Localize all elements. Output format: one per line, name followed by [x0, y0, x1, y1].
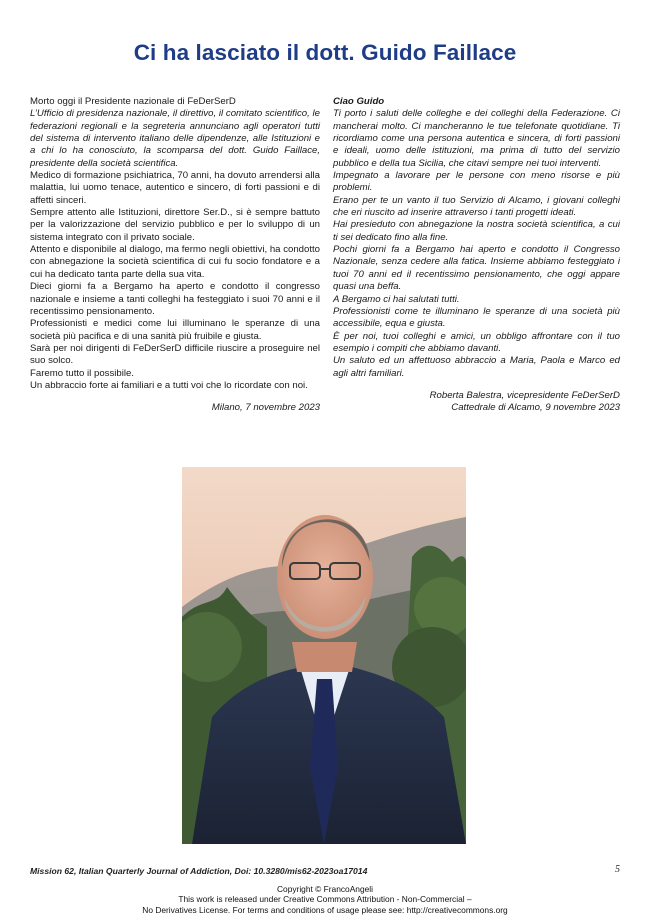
- body-paragraph: Dieci giorni fa a Bergamo ha aperto e condotto il congresso nazionale e insieme a tanti colleghi ha festeggiato i suoi 70 anni e il recentissimo pensionamento.: [30, 281, 320, 317]
- body-paragraph: Professionisti e medici come lui illuminano le speranze di una società più pacifica e di una sanità più fruibile e giusta.: [30, 318, 320, 342]
- body-paragraph: Faremo tutto il possibile.: [30, 367, 134, 379]
- letter-paragraph: È per noi, tuoi colleghi e amici, un obbligo affrontare con il tuo esempio i compiti che abbiamo davanti.: [333, 330, 620, 354]
- copyright-line: Copyright © FrancoAngeli: [276, 884, 373, 894]
- page-number: 5: [615, 864, 620, 875]
- body-paragraph: Un abbraccio forte ai familiari e a tutti voi che lo ricordate con noi.: [30, 379, 308, 391]
- body-paragraph: Attento e disponibile al dialogo, ma fermo negli obiettivi, ha condotto con abnegazione la società scientifica di cui fu socio fondatore e a cui ha dedicato tanta parte della sua vita.: [30, 244, 320, 280]
- body-paragraph: Sarà per noi dirigenti di FeDerSerD difficile riuscire a proseguire nel suo solco.: [30, 342, 320, 367]
- letter-paragraph: Un saluto ed un affettuoso abbraccio a Maria, Paola e Marco ed agli altri familiari.: [333, 355, 620, 379]
- left-signature: Milano, 7 novembre 2023: [211, 402, 320, 414]
- right-signature-name: Roberta Balestra, vicepresidente FeDerSerD: [429, 389, 620, 401]
- greeting: Ciao Guido: [333, 96, 385, 107]
- license-notice: [0, 884, 650, 915]
- right-signature-place: Cattedrale di Alcamo, 9 novembre 2023: [451, 402, 620, 414]
- body-paragraph: Medico di formazione psichiatrica, 70 anni, ha dovuto arrendersi alla malattia, lui uomo tenace, autentico e sincero, di forti passioni e di affetti sinceri.: [30, 170, 320, 206]
- article-title: Ci ha lasciato il dott. Guido Faillace: [133, 40, 517, 65]
- license-line: No Derivatives License. For terms and conditions of usage please see: http://creativecommons.org: [142, 904, 508, 915]
- letter-paragraph: Erano per te un vanto il tuo Servizio di Alcamo, i giovani colleghi che eri riuscito ad inserire attraverso i tanti progetti ideati.: [333, 194, 620, 219]
- letter-paragraph: Ti porto i saluti delle colleghe e dei colleghi della Federazione. Ci mancherai molto. Ci mancheranno le tue telefonate quotidiane. Ti ricordiamo come una persona autentica e sincera, di forti passioni e ideali, uomo delle istituzioni, ma prima di tutto del servizio pubblico e della tua Sicilia, che citavi sempre nei tuoi interventi.: [333, 108, 620, 169]
- left-column: [30, 96, 320, 415]
- license-line: This work is released under Creative Commons Attribution - Non-Commercial –: [178, 894, 472, 905]
- announcement-paragraph: L’Ufficio di presidenza nazionale, il direttivo, il comitato scientifico, le federazioni regionali e la segreteria annunciano agli operatori tutti del sistema di intervento italiano delle dipendenze, alle Istituzioni e a chi lo ha conosciuto, la scomparsa del dott. Guido Faillace, presidente della società scientifica.: [30, 108, 320, 169]
- intro-line: Morto oggi il Presidente nazionale di FeDerSerD: [30, 96, 236, 107]
- letter-paragraph: Impegnato a lavorare per le persone con meno risorse e più problemi.: [333, 170, 620, 194]
- right-column: [333, 96, 620, 415]
- journal-citation: Mission 62, Italian Quarterly Journal of Addiction, Doi: 10.3280/mis62-2023oa17014: [30, 866, 368, 876]
- letter-paragraph: Pochi giorni fa a Bergamo hai aperto e condotto il Congresso Nazionale, senza cedere alla fatica. Insieme abbiamo festeggiato i tuoi 70 anni ed il recentissimo pensionamento, che oggi appare quasi una beffa.: [333, 244, 620, 293]
- letter-paragraph: Hai presieduto con abnegazione la nostra società scientifica, a cui ti sei dedicato fino alla fine.: [333, 219, 620, 243]
- letter-paragraph: Professionisti come te illuminano le speranze di una società più accessibile, equa e giusta.: [333, 305, 620, 330]
- body-paragraph: Sempre attento alle Istituzioni, direttore Ser.D., si è sempre battuto per la valorizzazione del servizio pubblico e per lo sviluppo di un sistema integrato con il privato sociale.: [30, 207, 320, 243]
- portrait-photo: [182, 467, 466, 844]
- letter-paragraph: A Bergamo ci hai salutati tutti.: [333, 293, 460, 305]
